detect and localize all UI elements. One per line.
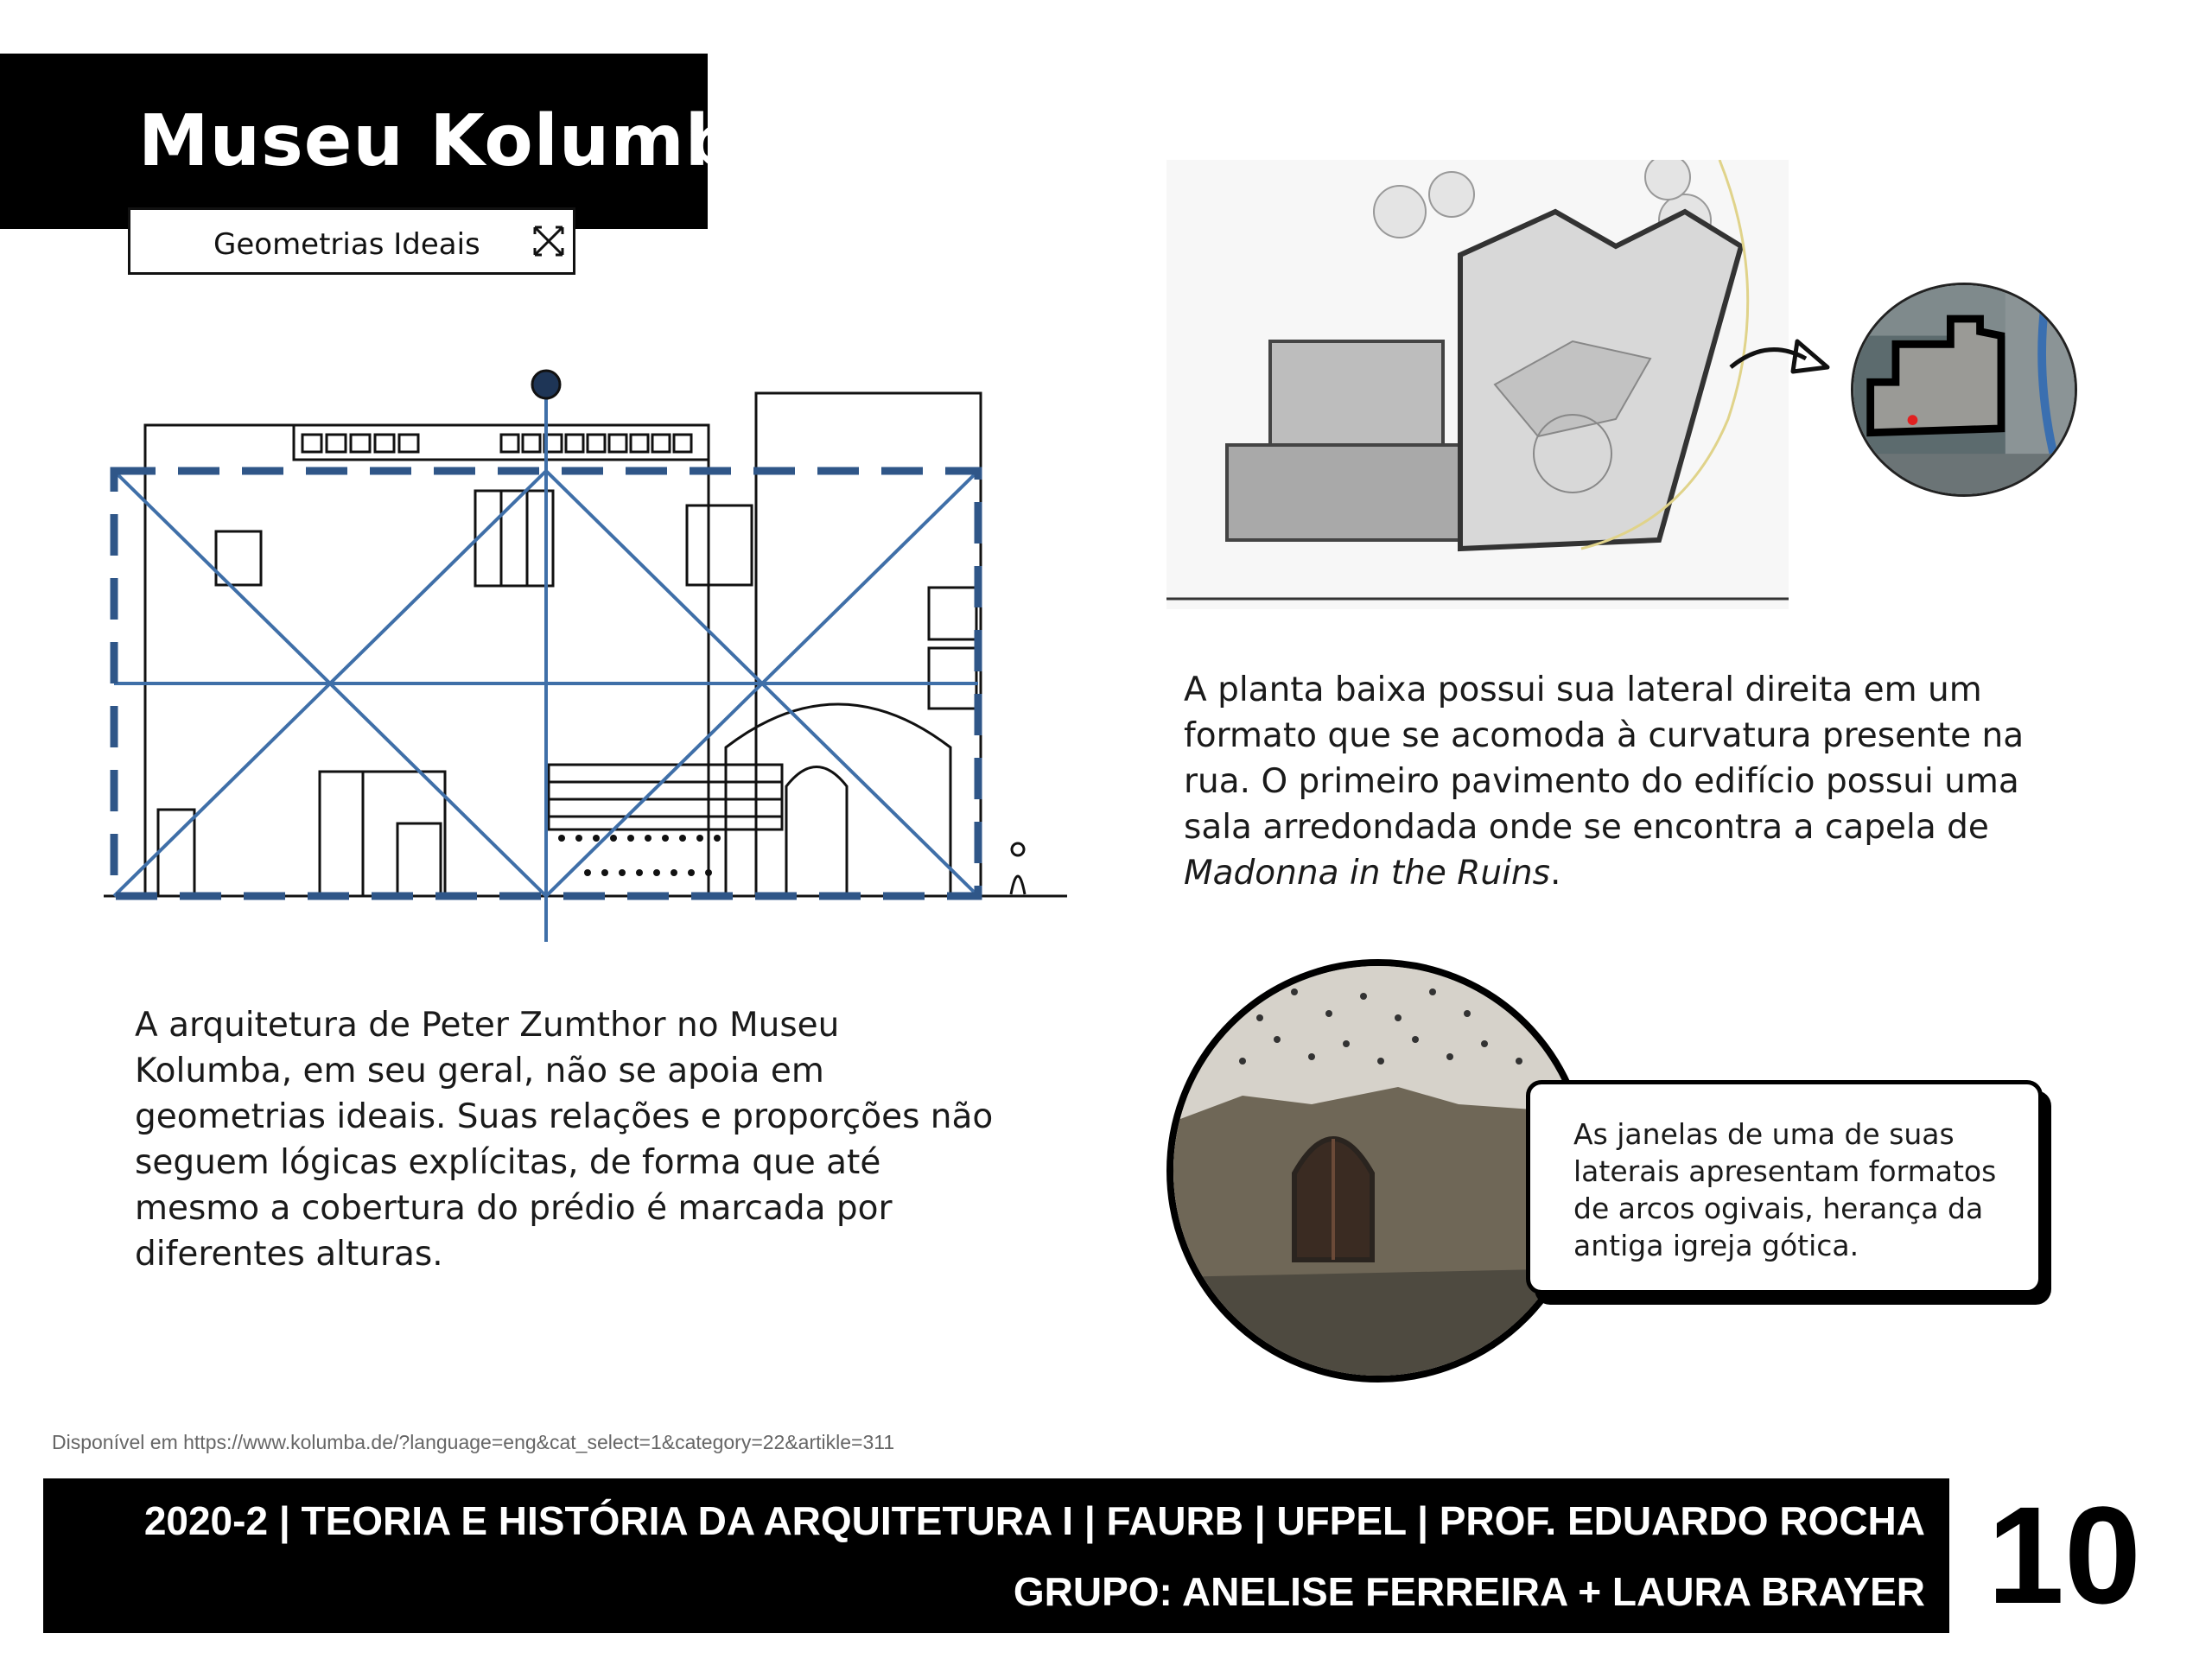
floor-plan bbox=[1166, 160, 1789, 609]
plan-description-emphasis: Madonna in the Ruins bbox=[1184, 854, 1550, 893]
subtitle-label: Geometrias Ideais bbox=[213, 227, 480, 262]
windows-callout-text: As janelas de uma de suas laterais apresentam formatos de arcos ogivais, herança da antiga igreja gótica. bbox=[1573, 1117, 1997, 1262]
plan-description-end: . bbox=[1549, 854, 1561, 893]
title-block bbox=[0, 54, 785, 229]
subtitle-box bbox=[128, 207, 575, 275]
plan-description-text: A planta baixa possui sua lateral direita em um formato que se acomoda à curvatura presente na rua. O primeiro pavimento do edifício possui uma sala arredondada onde se encontra a capela de bbox=[1184, 671, 2024, 847]
location-map bbox=[1851, 283, 2077, 497]
gothic-window-photo bbox=[1173, 966, 1583, 1376]
windows-callout bbox=[1526, 1080, 2043, 1294]
footer-group: GRUPO: ANELISE FERREIRA + LAURA BRAYER bbox=[1013, 1569, 1925, 1614]
page-title: Museu Kolumba bbox=[138, 100, 785, 182]
plan-description bbox=[1184, 667, 2048, 896]
geometry-x-icon bbox=[531, 224, 566, 258]
footer-bar bbox=[43, 1478, 1949, 1633]
architecture-description: A arquitetura de Peter Zumthor no Museu Kolumba, em seu geral, não se apoia em geometrias ideais. Suas relações e proporções não seguem lógicas explícitas, de forma que até mesmo a cobertura do prédio é marcada por diferentes alturas. bbox=[135, 1006, 994, 1274]
footer-course: 2020-2 | TEORIA E HISTÓRIA DA ARQUITETURA I | FAURB | UFPEL | PROF. EDUARDO ROCHA bbox=[143, 1498, 1925, 1543]
source-reference: Disponível em https://www.kolumba.de/?language=eng&cat_select=1&category=22&artikle=311 bbox=[52, 1431, 895, 1453]
satellite-map bbox=[1853, 285, 2075, 494]
page-number: 10 bbox=[1987, 1478, 2141, 1632]
curved-arrow-icon bbox=[1724, 333, 1836, 385]
elevation-drawing bbox=[95, 359, 1076, 946]
